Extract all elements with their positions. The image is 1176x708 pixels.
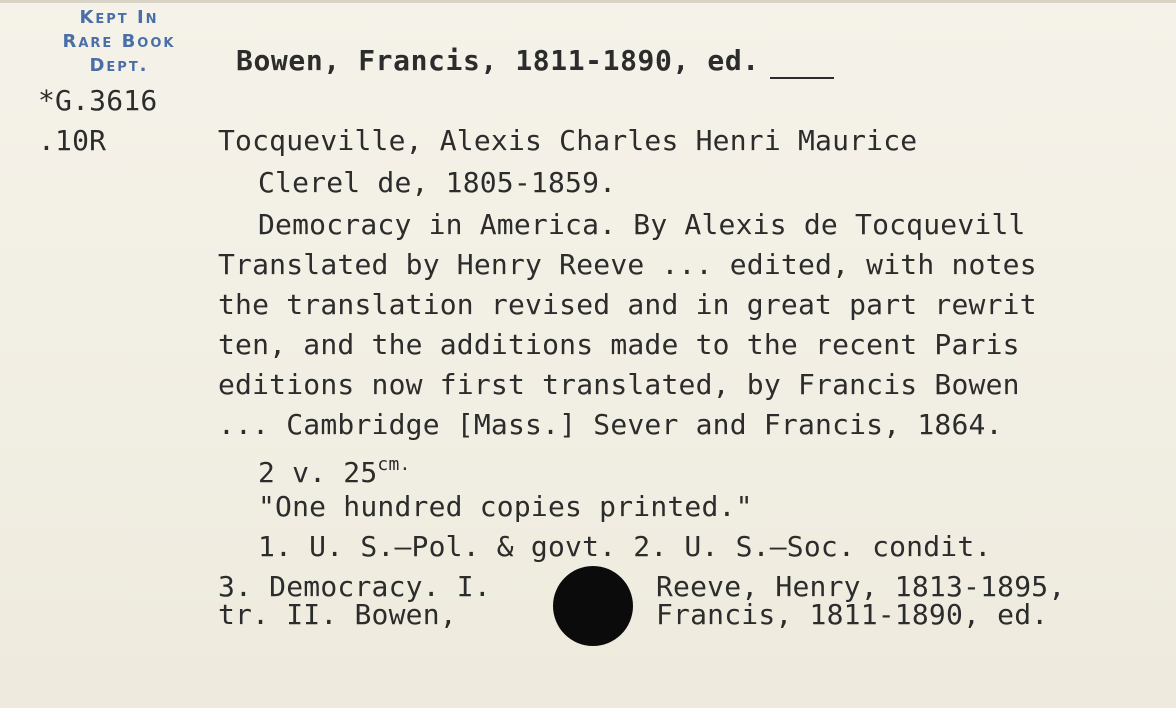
title-line-1: Democracy in America. By Alexis de Tocquevill: [258, 208, 1026, 241]
heading-name: Bowen, Francis, 1811-1890,: [236, 44, 708, 77]
author-line-1: Tocqueville, Alexis Charles Henri Maurice: [218, 124, 918, 157]
heading-entry: [236, 44, 760, 78]
collation: [258, 448, 411, 490]
author-line-2: Clerel de, 1805-1859.: [258, 166, 617, 199]
title-line-6: ... Cambridge [Mass.] Sever and Francis, 1864.: [218, 408, 1003, 441]
stamp-line-2: Rare Book: [62, 31, 176, 52]
title-line-3: the translation revised and in great part rewrit: [218, 288, 1037, 321]
title-line-5: editions now first translated, by Francis Bowen: [218, 368, 1020, 401]
rare-book-stamp: [30, 6, 208, 78]
punch-hole: [553, 566, 633, 646]
title-line-2: Translated by Henry Reeve ... edited, with notes: [218, 248, 1037, 281]
tracings-line-1: 1. U. S.—Pol. & govt. 2. U. S.—Soc. condit.: [258, 530, 992, 563]
tracings-line-3-left: tr. II. Bowen,: [218, 598, 457, 631]
stamp-line-3: Dept.: [89, 55, 149, 76]
title-line-4: ten, and the additions made to the recent Paris: [218, 328, 1020, 361]
stamp-line-1: Kept In: [79, 7, 159, 28]
call-number-line-2: .10R: [38, 124, 107, 157]
tracings-line-2-right: Reeve, Henry, 1813-1895,: [656, 570, 1066, 603]
tracings-line-3-right: Francis, 1811-1890, ed.: [656, 598, 1049, 631]
collation-unit: cm.: [377, 454, 411, 475]
card-top-edge: [0, 0, 1176, 3]
heading-role: ed.: [707, 44, 760, 77]
collation-volumes: 2 v. 25: [258, 456, 378, 489]
call-number-line-1: *G.3616: [38, 84, 158, 117]
edition-note: "One hundred copies printed.": [258, 490, 753, 523]
tracings-line-2-left: 3. Democracy. I.: [218, 570, 491, 603]
heading-role-underline: [770, 77, 834, 79]
